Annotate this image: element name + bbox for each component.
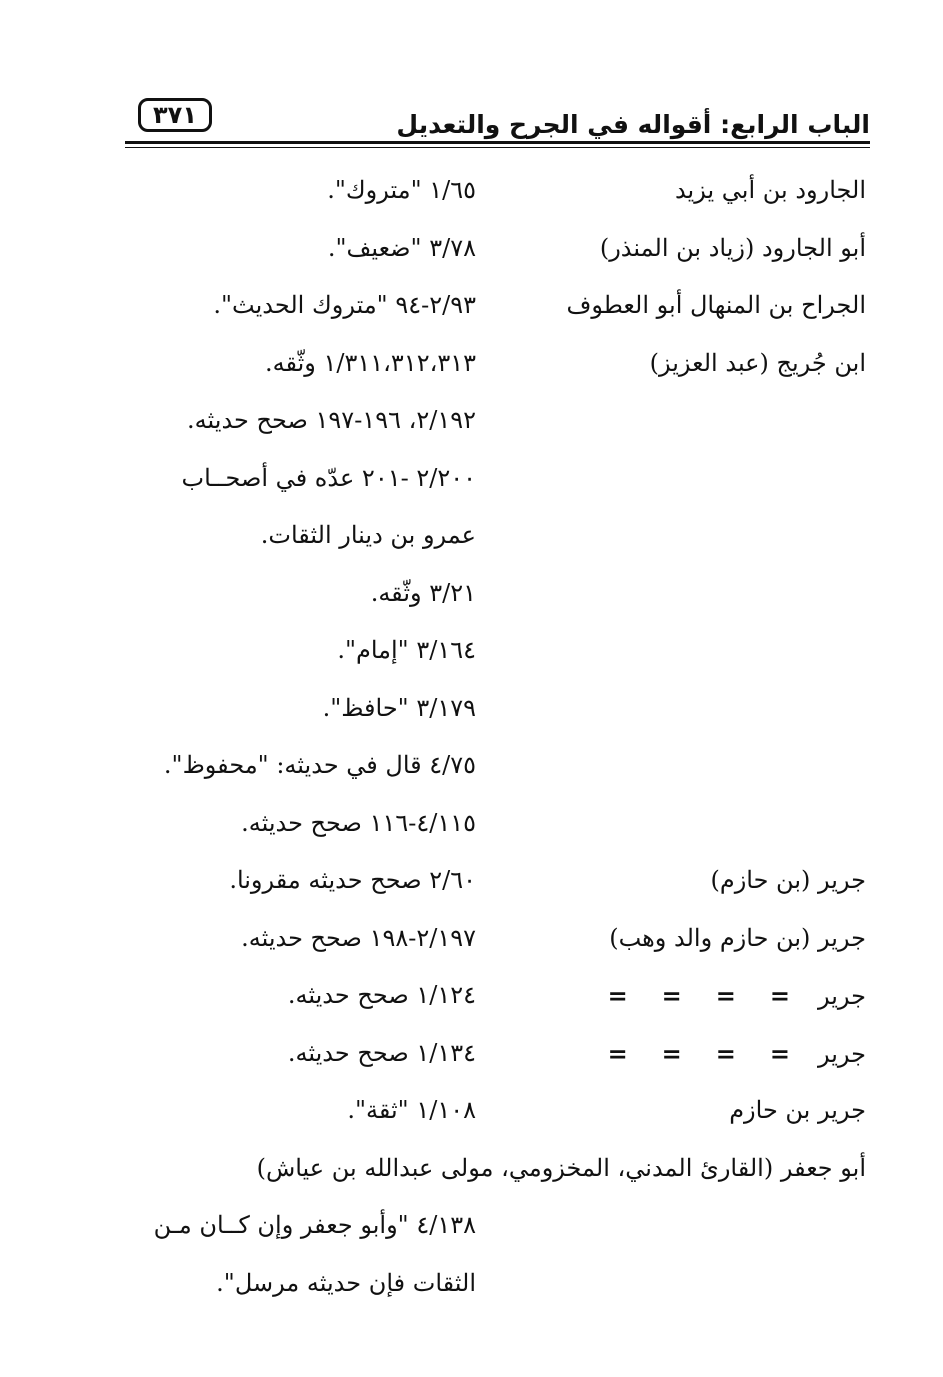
entry-row xyxy=(110,866,866,924)
volume-page-reference: ٢/١٩٢، ١٩٦-١٩٧ صحح حديثه. xyxy=(187,406,476,434)
narrator-name: جرير (بن حازم) xyxy=(710,866,866,894)
narrator-name: أبو الجارود (زياد بن المنذر) xyxy=(599,233,866,262)
narrator-name: الجراح بن المنهال أبو العطوف xyxy=(566,291,866,319)
volume-page-reference: الثقات فإن حديثه مرسل". xyxy=(216,1268,476,1297)
ditto-mark: = xyxy=(607,981,628,1010)
entry-row xyxy=(110,809,866,867)
volume-page-reference: ٣/١٧٩ "حافظ". xyxy=(322,693,476,722)
volume-page-reference: ٢/٢٠٠ -٢٠١ عدّه في أصحــاب xyxy=(181,463,476,492)
entry-row xyxy=(110,464,866,522)
entry-row xyxy=(110,1039,866,1097)
ditto-mark: = xyxy=(769,981,790,1010)
entry-row xyxy=(110,1154,866,1212)
volume-page-reference: ١/١٣٤ صحح حديثه. xyxy=(287,1038,476,1067)
ditto-mark: = xyxy=(715,981,736,1010)
page-number: ٣٧١ xyxy=(138,98,212,132)
narrator-name: ابن جُريج (عبد العزيز) xyxy=(649,348,866,377)
volume-page-reference: ٢/٩٣-٩٤ "متروك الحديث". xyxy=(213,291,476,319)
narrator-name: جرير (بن حازم والد وهب) xyxy=(609,923,866,952)
entry-row xyxy=(110,1269,866,1327)
volume-page-reference: ١/٦٥ "متروك". xyxy=(327,176,476,204)
narrator-name: جرير بن حازم xyxy=(729,1096,866,1124)
ditto-mark: = xyxy=(661,1038,682,1068)
chapter-title: الباب الرابع: أقواله في الجرح والتعديل xyxy=(396,110,870,139)
entry-row xyxy=(110,521,866,579)
ditto-mark: = xyxy=(607,1038,628,1068)
volume-page-reference: عمرو بن دينار الثقات. xyxy=(260,521,476,549)
volume-page-reference: ٤/١٣٨ "وأبو جعفر وإن كــان مـن xyxy=(153,1211,476,1239)
narrator-name-text: جرير xyxy=(818,982,866,1010)
entry-row xyxy=(110,924,866,982)
entry-row xyxy=(110,579,866,637)
narrator-entries xyxy=(110,176,866,1326)
entry-row xyxy=(110,636,866,694)
ditto-mark: = xyxy=(661,981,682,1010)
entry-row xyxy=(110,406,866,464)
narrator-name xyxy=(596,1039,866,1068)
volume-page-reference: ٣/١٦٤ "إمام". xyxy=(337,636,476,664)
narrator-name: الجارود بن أبي يزيد xyxy=(674,176,866,204)
entry-row xyxy=(110,751,866,809)
volume-page-reference: ٤/٧٥ قال في حديثه: "محفوظ". xyxy=(163,751,476,779)
entry-row xyxy=(110,234,866,292)
narrator-name xyxy=(596,981,866,1010)
entry-row xyxy=(110,291,866,349)
ditto-mark: = xyxy=(715,1038,736,1068)
entry-row xyxy=(110,1211,866,1269)
entry-row xyxy=(110,176,866,234)
volume-page-reference: ٢/١٩٧-١٩٨ صحح حديثه. xyxy=(241,923,476,952)
header-rule-thick xyxy=(125,141,870,144)
volume-page-reference: ٣/٢١ وثّقه. xyxy=(370,578,476,607)
entry-row xyxy=(110,349,866,407)
volume-page-reference: ٣/٧٨ "ضعيف". xyxy=(327,233,476,262)
narrator-name-text: جرير xyxy=(818,1039,866,1068)
entry-row xyxy=(110,981,866,1039)
entry-full-line: أبو جعفر (القارئ المدني، المخزومي، مولى عبدالله بن عياش) xyxy=(256,1153,866,1182)
volume-page-reference: ١/٣١١،٣١٢،٣١٣ وثّقه. xyxy=(264,348,476,377)
volume-page-reference: ١/١٢٤ صحح حديثه. xyxy=(287,981,476,1009)
volume-page-reference: ٢/٦٠ صحح حديثه مقرونا. xyxy=(229,866,476,894)
header-rule-thin xyxy=(125,147,870,148)
volume-page-reference: ١/١٠٨ "ثقة". xyxy=(347,1096,476,1124)
ditto-mark: = xyxy=(769,1038,790,1068)
entry-row xyxy=(110,694,866,752)
page-header xyxy=(125,96,870,148)
entry-row xyxy=(110,1096,866,1154)
volume-page-reference: ٤/١١٥-١١٦ صحح حديثه. xyxy=(241,808,476,837)
